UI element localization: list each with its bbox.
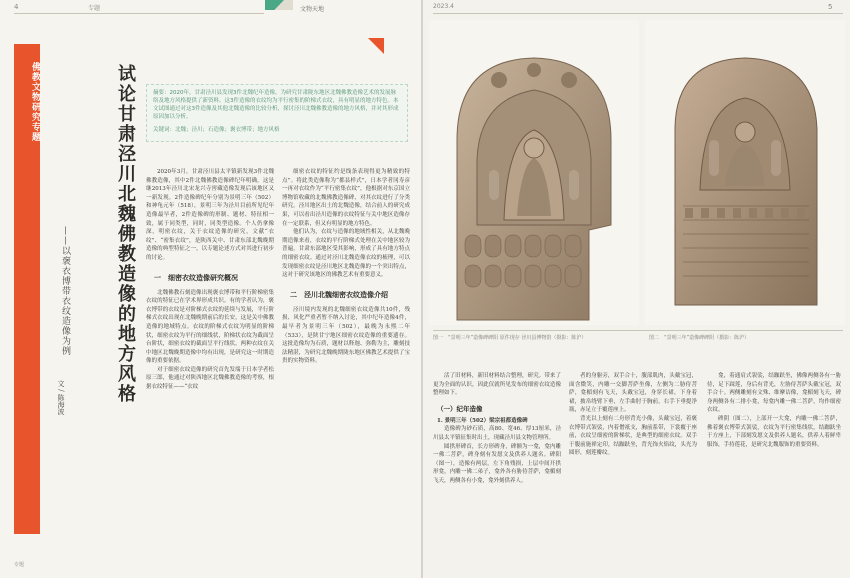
keywords: 关键词：北魏；泾川；石造像；褒衣博带；地方风格: [153, 127, 280, 133]
paragraph: 造像碑为砂石质，高80、宽46、厚13厘米，泾川县太平镇征集时出土，现藏泾川县文物管理所。: [433, 426, 561, 441]
column-label: 佛教文物研究专题: [30, 62, 40, 142]
left-running-head: 专题: [88, 5, 101, 12]
abstract-box: [146, 84, 408, 142]
paragraph: 泾川境内发现的北魏细密衣纹造像共10件，残损、风化严重者暂不纳入讨论，其中纪年造像4件，最早者为景明三年（502），最晚为永熙二年（533），是陕甘宁地区细密衣纹造像的重要遗存。这批造像均为石质，题材以释迦、弥勒为主，雕刻技法精湛，为研究北魏晚期陇东地区佛教艺术提供了宝贵的实物资料。: [282, 306, 410, 365]
paragraph: 者的身躯旁，双手合十，腹部肌肉，头戴宝冠，面含微笑，内雕一交脚菩萨坐像，左侧为二胁侍菩萨，龛楣刻有飞天，头戴宝冠，身穿长裙，下身着裙，披帛绕臂下垂，左手曲肘于胸前，右手下垂提净瓶，赤足立于覆莲座上。: [569, 373, 697, 414]
right-page: [423, 0, 850, 578]
paragraph: 背光以上刻有二舟形背光小像，头戴宝冠，着褒衣博带式袈裟，内着僧祇支，胸前系带，下裳覆于座前，衣纹呈细密的阶梯状，是典型的细密衣纹。双手于腹前施禅定印，结跏趺坐，背光饰火焰纹，头光为圆形，刻莲瓣纹。: [569, 415, 697, 457]
figure-caption-1: 图一 “景明三年”造像碑碑阳 原件现存 泾川县博物馆（摄影：陈沪）: [433, 335, 587, 341]
figure-caption-2: 图二 “景明三年”造像碑碑阴（摄影：陈沪）: [649, 335, 750, 341]
paragraph: 北魏佛教石刻造像出现褒衣博带和平行阶梯密集衣纹的特征已在学术界形成共识。有的学者认为，褒衣博带的衣纹是对阶梯式衣纹的延续与发展，平行阶梯式衣纹出现在北魏晚期前后的长安，这是关中佛教造像的地域特点。衣纹的阶梯式衣纹为明显的阶梯状，细密衣纹为平行的细线状，阶梯状衣纹为截面呈台阶状，细密衣纹的截面呈平行线状。两种衣纹在关中地区北魏晚期造像中均有出现，是研究这一时期造像的重要依据。: [146, 289, 274, 365]
section-heading-1: 一 细密衣纹造像研究概况: [154, 272, 238, 282]
right-column-1: [433, 372, 561, 486]
right-top-rule: [433, 13, 843, 14]
stele-front-illustration: [429, 20, 639, 325]
left-column-1: [146, 168, 274, 392]
stele-back-illustration: [645, 20, 845, 325]
right-column-2: [569, 372, 697, 458]
caption-rule: [433, 330, 843, 331]
paragraph: 活了旧材料，新旧材料结合整理，研究。带来了更为全面的认识，因此仅就所见发布的细密衣纹造像整理如下。: [433, 373, 561, 397]
left-top-rule: [14, 13, 264, 14]
paragraph: 对于细密衣纹造像的研究首先发端于日本学者松原三郎，他通过对陕西地区北魏佛教造像的考察，根据衣纹特征——“衣纹: [146, 366, 274, 391]
left-footer: 专题: [14, 562, 25, 568]
left-page-number: 4: [14, 3, 19, 11]
item-heading: 1. 景明三年（502）梁宗祖都造像碑: [437, 417, 528, 424]
left-column-2: [282, 168, 410, 366]
paragraph: 龛，着通肩式袈裟，结跏趺坐，佛像两侧各有一胁侍，足下踩莲，身后有背光，左胁侍菩萨头戴宝冠，双手合十。两侧雕刻有文殊、维摩诘像，龛楣刻飞天，碑身两侧各有二排小龛，每龛内雕一佛二菩萨，均作细密衣纹。: [707, 373, 841, 414]
right-running-head: 2023.4: [433, 3, 454, 10]
subsection-heading: （一）纪年造像: [437, 404, 483, 413]
corner-ribbon: [265, 0, 293, 10]
abstract-text: 摘要：2020年，甘肃泾川县发现3件北魏纪年造像，为研究甘肃陇东地区北魏佛教造像艺术的发展脉络及地方风格提供了新资料。这3件造像的衣纹均为平行密集的阶梯式衣纹，具有明显的地方特色。本文试图通过对这3件造像及其他北魏造像的比较分析，探讨泾川北魏佛教造像的地方风格，并对其形成原因加以分析。: [153, 90, 399, 120]
paragraph: 碑阴（图二），上部开一大龛，内雕一佛二菩萨，佛着褒衣博带式袈裟，衣纹为平行密集线状，结跏趺坐于方座上，下部刻发愿文及供养人题名，供养人着鲜卑服饰，手持莲花，是研究北魏服饰的重要资料。: [707, 415, 841, 448]
section-heading-2: 二 泾川北魏细密衣纹造像介绍: [290, 289, 388, 299]
stele-photo-back: [645, 20, 845, 325]
author-byline: 文 / 陈海波: [57, 380, 65, 415]
article-title: 试论甘肃泾川北魏佛教造像的地方风格: [115, 64, 136, 404]
paragraph: 细密衣纹的特征约是线条表现得更为精致的特点”。将此类造像称为“都县样式”，日本学者冈寿彦一再对衣纹作为“平行密集衣纹”，他根据对东京国立博物馆收藏的北魏佛教造像碑，对其衣纹进行了分类研究。泾川地区出土的北魏造像，结合前人的研究成果，可以看出泾川造像的衣纹特征与关中地区造像存在一定联系，但又有明显的地方特色。: [282, 169, 410, 227]
left-page: [0, 0, 421, 578]
corner-label: 文物天地: [300, 6, 325, 13]
right-column-3: [707, 372, 841, 449]
paragraph: 2020年3月，甘肃泾川县太平镇新发现3件北魏佛教造像，其中2件北魏佛教造像碑纪年明确，这是继2013年泾川北宋龙兴寺窖藏造像发现后该地区又一新发现。2件造像碑纪年分别为景明三年（502）和神龟元年（518），景明三年为泾川目前所见纪年造像最早者，2件造像碑的形制、题材、特征相一致，属于同类型，同时，同类型造像。个人仍拿像深，明密衣纹，关于衣纹造像的研究，文献“衣纹”、“密集衣纹”，是陕西关中、甘肃东部北魏晚期造像的典型特征之一，以专题论述方式对其进行初步的讨论。: [146, 169, 274, 261]
paragraph: 圆拱形碑首，长方形碑身，碑额为一龛，龛内雕一佛二菩萨，碑身刻有发愿文及供养人题名。碑阳（图一），造像有两层，左下角残损，上层中间开拱形龛，内雕一佛二弟子，龛外各有胁侍菩萨，龛楣刻飞天，两侧各有小龛，龛外刻供养人。: [433, 443, 561, 484]
corner-triangle: [368, 38, 384, 54]
right-page-number: 5: [828, 3, 833, 11]
stele-photo-front: [429, 20, 639, 325]
paragraph: 他们认为，衣纹与造像的地域性相关，从北魏晚期造像来看，衣纹的平行阶梯式处理在关中地区较为普遍，甘肃东部地区受其影响，形成了具有地方特点的细密衣纹。通过对泾川北魏造像衣纹的梳理，可以发现细密衣纹是泾川地区北魏造像的一个突出特点，这对于研究该地区的佛教艺术有重要意义。: [282, 229, 410, 279]
article-subtitle: ——以褒衣博带衣纹造像为例: [60, 226, 70, 356]
